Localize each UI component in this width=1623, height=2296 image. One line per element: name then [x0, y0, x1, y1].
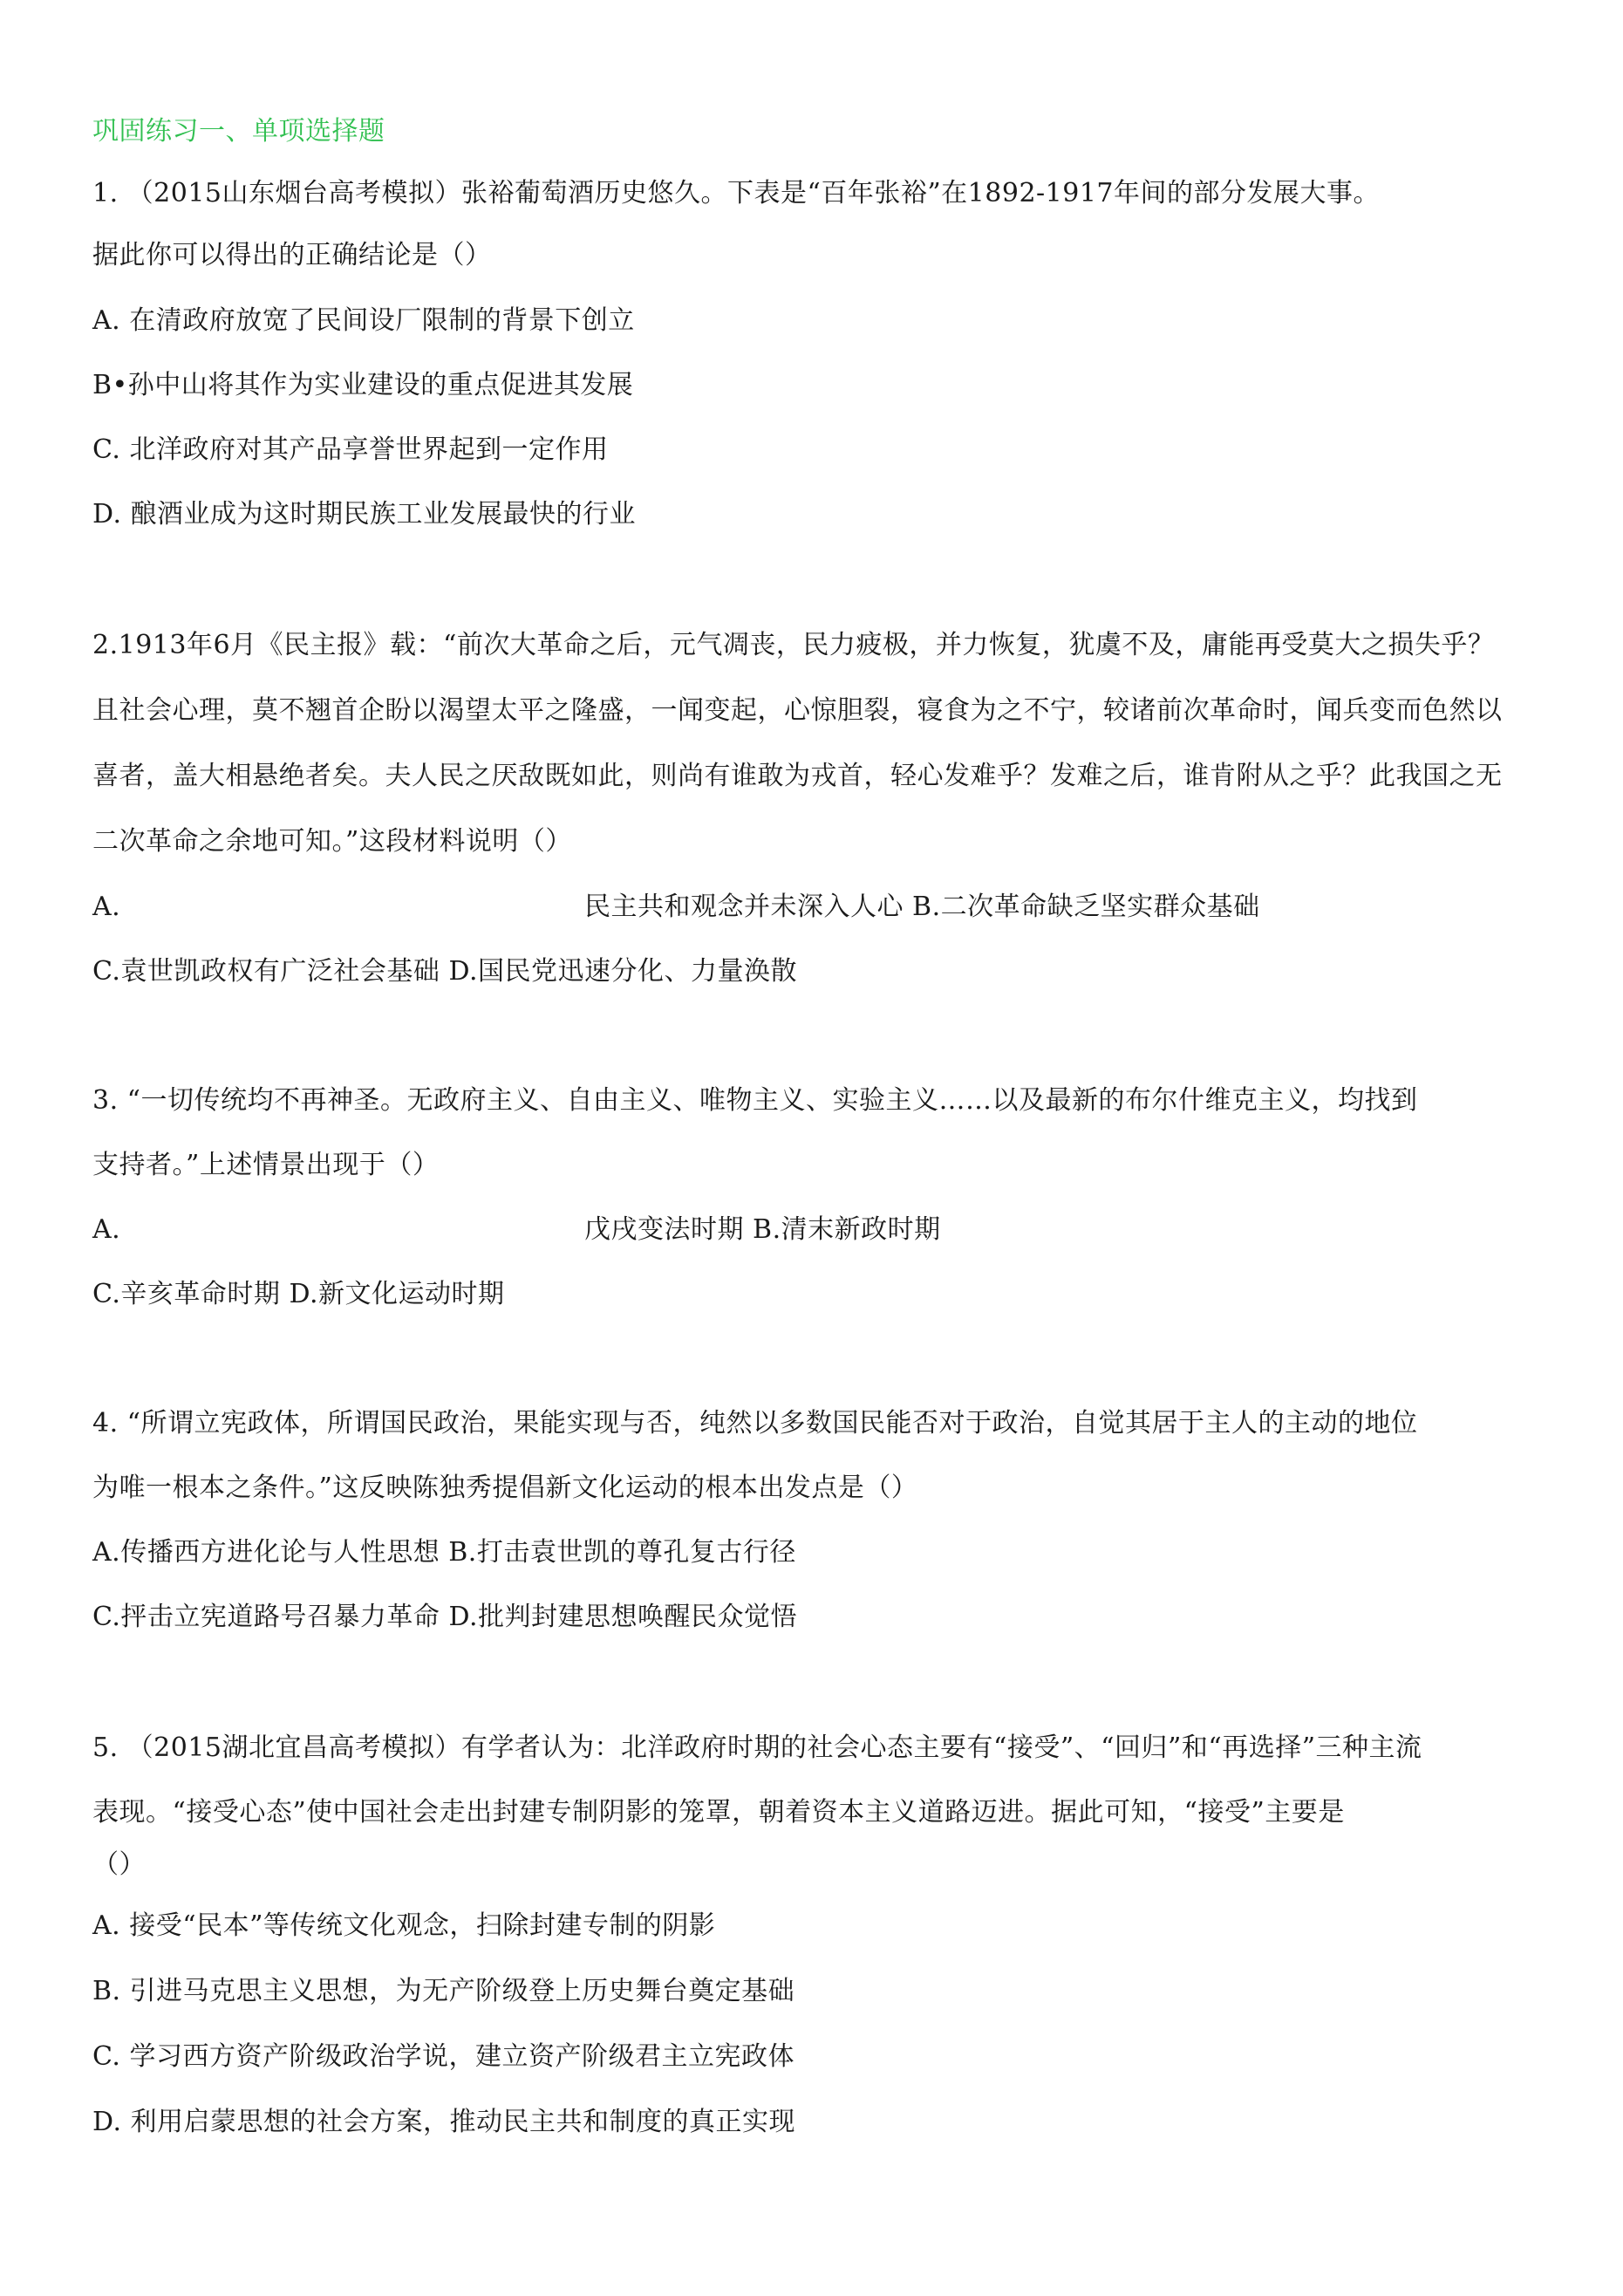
q4-option-c-d: C.抨击立宪道路号召暴力革命 D.批判封建思想唤醒民众觉悟	[92, 1602, 797, 1632]
q5-stem-line-2: 表现。“接受心态”使中国社会走出封建专制阴影的笼罩，朝着资本主义道路迈进。据此可知，“接受”主要是	[92, 1797, 1345, 1828]
q3-option-a-label: A.	[92, 1214, 121, 1245]
q2-stem-line-3: 喜者，盖大相悬绝者矣。夫人民之厌敌既如此，则尚有谁敢为戎首，轻心发难乎？发难之后，谁肯附从之乎？此我国之无	[92, 761, 1503, 791]
q2-stem-line-2: 且社会心理，莫不翘首企盼以渴望太平之隆盛，一闻变起，心惊胆裂，寝食为之不宁，较诸前次革命时，闻兵变而色然以	[92, 695, 1503, 726]
q5-stem-line-1: 5. （2015湖北宜昌高考模拟）有学者认为：北洋政府时期的社会心态主要有“接受”、“回归”和“再选择”三种主流	[92, 1732, 1422, 1763]
q4-stem-line-1: 4. “所谓立宪政体，所谓国民政治，果能实现与否，纯然以多数国民能否对于政治，自觉其居于主人的主动的地位	[92, 1408, 1418, 1438]
q1-option-b: B•孙中山将其作为实业建设的重点促进其发展	[92, 370, 634, 400]
q1-stem-line-1: 1. （2015山东烟台高考模拟）张裕葡萄酒历史悠久。下表是“百年张裕”在1892-1917年间的部分发展大事。	[92, 178, 1381, 208]
q3-option-c-d: C.辛亥革命时期 D.新文化运动时期	[92, 1279, 505, 1309]
q5-stem-line-3: （）	[92, 1849, 146, 1880]
section-heading: 巩固练习一、单项选择题	[92, 116, 385, 147]
q1-option-d: D. 酿酒业成为这时期民族工业发展最快的行业	[92, 499, 637, 530]
q2-option-a-label: A.	[92, 892, 121, 922]
q2-stem-line-1: 2.1913年6月《民主报》载：“前次大革命之后，元气凋丧，民力疲极，并力恢复，犹虞不及，庸能再受莫大之损失乎？	[92, 630, 1495, 660]
q5-option-c: C. 学习西方资产阶级政治学说，建立资产阶级君主立宪政体	[92, 2041, 794, 2072]
q2-stem-line-4: 二次革命之余地可知。”这段材料说明（）	[92, 826, 572, 857]
q1-stem-line-2: 据此你可以得出的正确结论是（）	[92, 240, 492, 270]
q3-stem-line-2: 支持者。”上述情景出现于（）	[92, 1150, 440, 1180]
q1-option-c: C. 北洋政府对其产品享誉世界起到一定作用	[92, 434, 609, 465]
q2-option-a-b: 民主共和观念并未深入人心 B.二次革命缺乏坚实群众基础	[584, 892, 1260, 922]
q3-stem-line-1: 3. “一切传统均不再神圣。无政府主义、自由主义、唯物主义、实验主义……以及最新的布尔什维克主义，均找到	[92, 1085, 1418, 1116]
q5-option-d: D. 利用启蒙思想的社会方案，推动民主共和制度的真正实现	[92, 2107, 796, 2137]
q5-option-b: B. 引进马克思主义思想，为无产阶级登上历史舞台奠定基础	[92, 1976, 795, 2006]
q3-option-a-b: 戊戌变法时期 B.清末新政时期	[584, 1214, 941, 1245]
q1-option-a: A. 在清政府放宽了民间设厂限制的背景下创立	[92, 305, 635, 336]
q2-option-c-d: C.袁世凯政权有广泛社会基础 D.国民党迅速分化、力量涣散	[92, 956, 797, 987]
q5-option-a: A. 接受“民本”等传统文化观念，扫除封建专制的阴影	[92, 1910, 716, 1941]
q4-option-a-b: A.传播西方进化论与人性思想 B.打击袁世凯的尊孔复古行径	[92, 1537, 796, 1568]
q4-stem-line-2: 为唯一根本之条件。”这反映陈独秀提倡新文化运动的根本出发点是（）	[92, 1473, 918, 1503]
